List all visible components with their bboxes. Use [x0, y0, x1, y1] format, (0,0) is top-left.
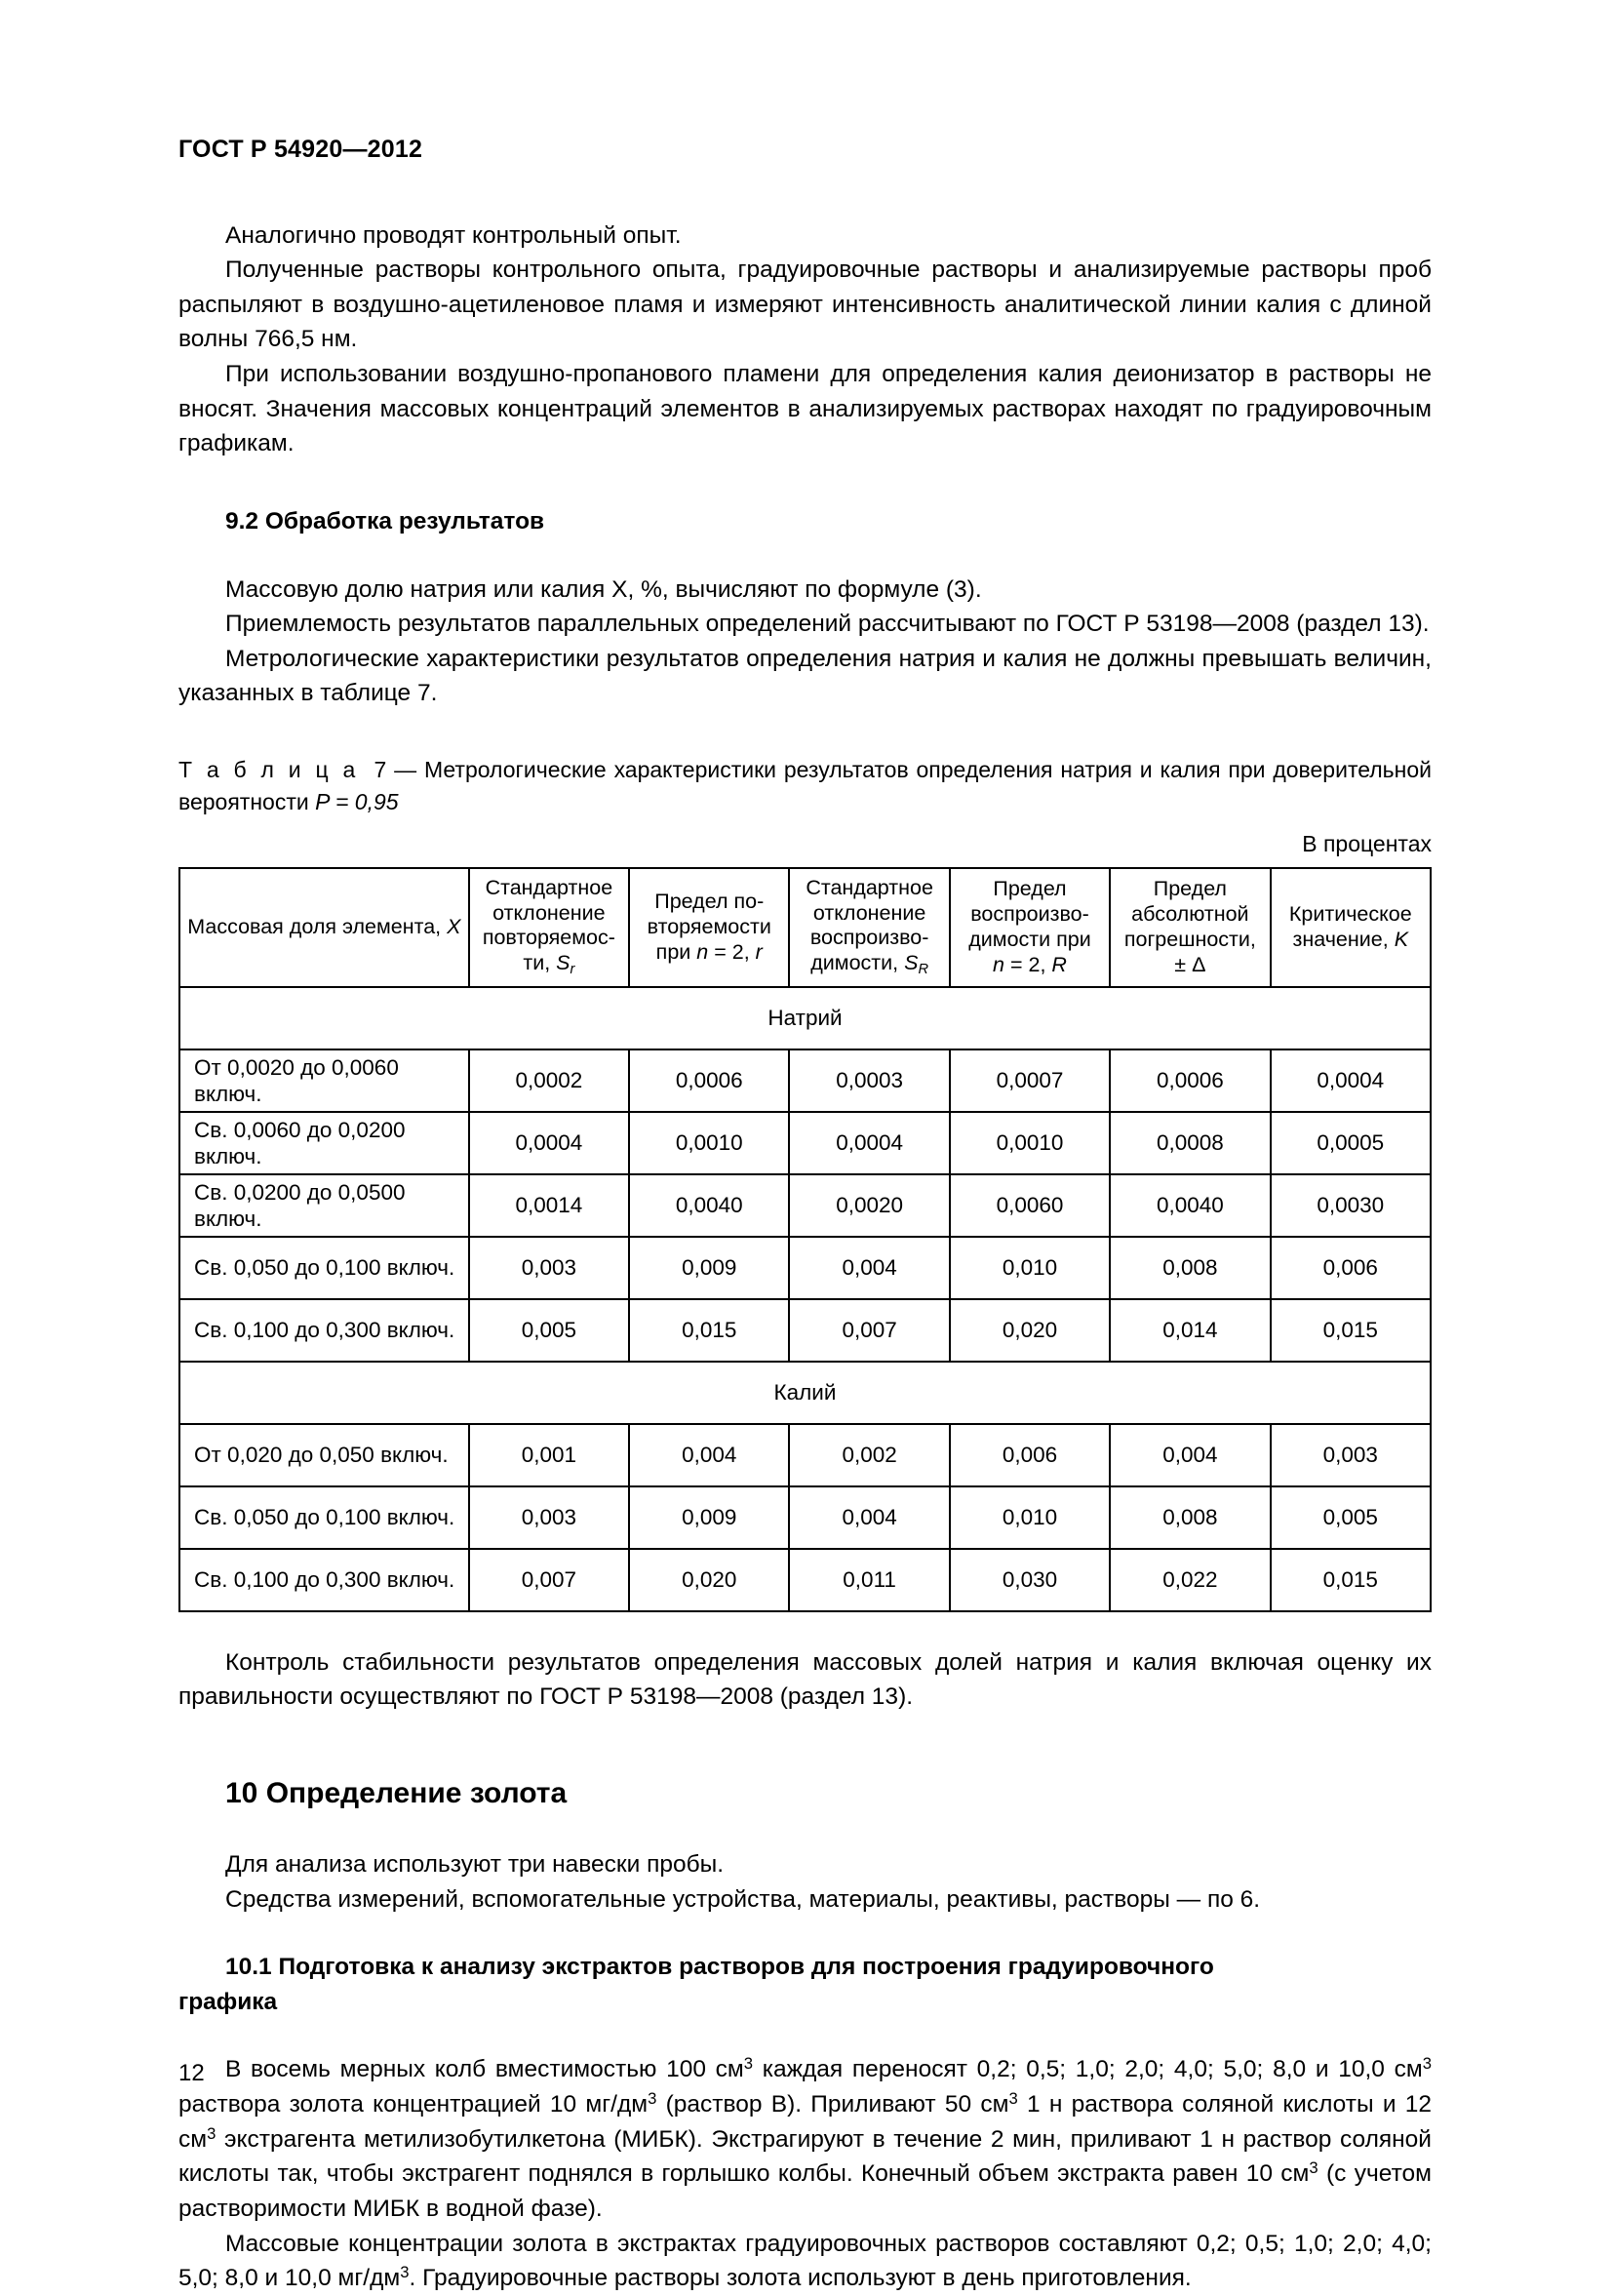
- cell-value: 0,005: [469, 1299, 629, 1362]
- table-row: [179, 1237, 1431, 1299]
- cell-value: 0,015: [1271, 1299, 1431, 1362]
- spacer: [178, 461, 1432, 504]
- cell-value: 0,008: [1110, 1486, 1270, 1549]
- spacer: [178, 1715, 1432, 1773]
- row-label: От 0,020 до 0,050 включ.: [179, 1424, 469, 1486]
- cell-value: 0,0006: [1110, 1049, 1270, 1112]
- table-row: [179, 1174, 1431, 1237]
- cell-value: 0,001: [469, 1424, 629, 1486]
- cell-value: 0,0060: [950, 1174, 1110, 1237]
- section-9-2-paragraph-1-text: Массовую долю натрия или калия X, %, вычисляют по формуле (3).: [225, 575, 982, 603]
- intro-paragraph-2: Полученные растворы контрольного опыта, градуировочные растворы и анализируемые растворы проб распыляют в воздушно-ацетиленовое пламя и измеряют интенсивность аналитической линии калия с длиной волны 766,5 нм.: [178, 257, 1432, 353]
- cell-value: 0,004: [1110, 1424, 1270, 1486]
- section-9-2-paragraph-3: Метрологические характеристики результатов определения натрия и калия не должны превышать величин, указанных в таблице 7.: [178, 645, 1432, 707]
- table-7-caption: [178, 754, 1432, 819]
- cell-value: 0,010: [950, 1237, 1110, 1299]
- cell-value: 0,009: [629, 1237, 789, 1299]
- table-caption-label: Т а б л и ц а: [178, 757, 359, 783]
- cell-value: 0,022: [1110, 1549, 1270, 1611]
- cell-value: 0,0007: [950, 1049, 1110, 1112]
- table-group-row-potassium: [179, 1362, 1431, 1424]
- heading-10-1: [178, 1950, 1432, 2019]
- heading-10-1-line-1: 10.1 Подготовка к анализу экстрактов растворов для построения градуировочного: [225, 1954, 1214, 1981]
- table-row: [179, 1424, 1431, 1486]
- spacer: [178, 711, 1432, 754]
- cell-value: 0,0004: [1271, 1049, 1431, 1112]
- cell-value: 0,003: [469, 1237, 629, 1299]
- cell-value: 0,0014: [469, 1174, 629, 1237]
- running-header-standard-id: ГОСТ Р 54920—2012: [178, 136, 423, 163]
- spacer: [178, 1917, 1432, 1950]
- table-row: [179, 1112, 1431, 1174]
- column-header-mass-fraction: Массовая доля элемента, X: [179, 868, 469, 987]
- section-9-2-paragraphs: [178, 573, 1432, 712]
- cell-value: 0,007: [469, 1549, 629, 1611]
- cell-value: 0,0010: [629, 1112, 789, 1174]
- cell-value: 0,0006: [629, 1049, 789, 1112]
- section-10-paragraph-2: Средства измерений, вспомогательные устройства, материалы, реактивы, растворы — по 6.: [225, 1885, 1261, 1913]
- section-10-1-paragraph-2: Массовые концентрации золота в экстрактах градуировочных растворов составляют 0,2; 0,5; 1,0; 2,0; 4,0; 5,0; 8,0 и 10,0 $мг/дм^3$. Градуировочные растворы золота используют в день приготовления.: [178, 2230, 1432, 2292]
- row-label: Св. 0,050 до 0,100 включ.: [179, 1237, 469, 1299]
- table-row: [179, 1549, 1431, 1611]
- section-9-2-paragraph-2: Приемлемость результатов параллельных определений рассчитывают по ГОСТ Р 53198—2008 (раздел 13).: [225, 611, 1430, 638]
- row-label: Св. 0,050 до 0,100 включ.: [179, 1486, 469, 1549]
- table-header: [179, 868, 1431, 987]
- column-header-repeatability-limit: Предел по- вторяемости при n = 2, r: [629, 868, 789, 987]
- heading-section-10: 10 Определение золота: [225, 1777, 568, 1810]
- table-caption-text-2: вероятности: [178, 789, 309, 815]
- table-header-row: [179, 868, 1431, 987]
- table-units-note: В процентах: [1302, 830, 1432, 856]
- intro-paragraph-1: Аналогично проводят контрольный опыт.: [225, 221, 682, 249]
- cell-value: 0,006: [950, 1424, 1110, 1486]
- table-group-row-sodium: [179, 987, 1431, 1049]
- column-header-absolute-error-limit: Предел абсолютной погрешности, ± Δ: [1110, 868, 1270, 987]
- cell-value: 0,0008: [1110, 1112, 1270, 1174]
- row-label: Св. 0,100 до 0,300 включ.: [179, 1549, 469, 1611]
- cell-value: 0,0030: [1271, 1174, 1431, 1237]
- spacer: [178, 539, 1432, 573]
- spacer: [178, 1814, 1432, 1847]
- cell-value: 0,0002: [469, 1049, 629, 1112]
- cell-value: 0,014: [1110, 1299, 1270, 1362]
- cell-value: 0,030: [950, 1549, 1110, 1611]
- cell-value: 0,003: [469, 1486, 629, 1549]
- after-table-paragraph: Контроль стабильности результатов определения массовых долей натрия и калия включая оценку их правильности осуществляют по ГОСТ Р 53198—2008 (раздел 13).: [178, 1648, 1432, 1711]
- table-caption-number: 7: [374, 757, 387, 783]
- cell-value: 0,010: [950, 1486, 1110, 1549]
- table-7-metrological-characteristics: [178, 867, 1432, 1612]
- cell-value: 0,020: [629, 1549, 789, 1611]
- cell-value: 0,0020: [789, 1174, 949, 1237]
- heading-9-2: 9.2 Обработка результатов: [225, 507, 545, 534]
- page-content: [178, 137, 1432, 2296]
- page-number: 12: [178, 2060, 205, 2086]
- cell-value: 0,004: [629, 1424, 789, 1486]
- intro-paragraphs: [178, 218, 1432, 461]
- cell-value: 0,015: [629, 1299, 789, 1362]
- cell-value: 0,009: [629, 1486, 789, 1549]
- cell-value: 0,015: [1271, 1549, 1431, 1611]
- table-row: [179, 1049, 1431, 1112]
- cell-value: 0,0003: [789, 1049, 949, 1112]
- row-label: Св. 0,0060 до 0,0200 включ.: [179, 1112, 469, 1174]
- cell-value: 0,004: [789, 1486, 949, 1549]
- column-header-critical-value: Критическое значение, K: [1271, 868, 1431, 987]
- table-caption-probability: P = 0,95: [315, 789, 399, 815]
- column-header-std-dev-reproducibility: Стандартное отклонение воспроизво- димости, $S_R$: [789, 868, 949, 987]
- cell-value: 0,004: [789, 1237, 949, 1299]
- cell-value: 0,003: [1271, 1424, 1431, 1486]
- spacer: [178, 1612, 1432, 1645]
- table-row: [179, 1299, 1431, 1362]
- section-9-2-paragraph-1: [178, 573, 1432, 608]
- table-caption-text: Метрологические характеристики результатов определения натрия и калия при доверительной: [423, 757, 1432, 783]
- intro-paragraph-3: При использовании воздушно-пропанового пламени для определения калия деионизатор в растворы не вносят. Значения массовых концентраций элементов в анализируемых растворах находят по градуировочным графикам.: [178, 361, 1432, 457]
- table-body: [179, 987, 1431, 1611]
- table-row: [179, 1486, 1431, 1549]
- section-10-1-paragraph-1: В восемь мерных колб вместимостью 100 $см^3$ каждая переносят 0,2; 0,5; 1,0; 2,0; 4,0; 5,0; 8,0 и 10,0 $см^3$ раствора золота концентрацией 10 $мг/дм^3$ (раствор В). Приливают 50 $см^3$ 1 н раствора соляной кислоты и 12 $см^3$ экстрагента метилизобутилкетона (МИБК). Экстрагируют в течение 2 мин, приливают 1 н раствор соляной кислоты так, чтобы экстрагент поднялся в горлышко колбы. Конечный объем экстракта равен 10 $см^3$ (с учетом растворимости МИБК в водной фазе).: [178, 2054, 1432, 2222]
- cell-value: 0,0004: [789, 1112, 949, 1174]
- cell-value: 0,002: [789, 1424, 949, 1486]
- cell-value: 0,005: [1271, 1486, 1431, 1549]
- column-header-reproducibility-limit: Предел воспроизво- димости при n = 2, R: [950, 868, 1110, 987]
- cell-value: 0,011: [789, 1549, 949, 1611]
- cell-value: 0,008: [1110, 1237, 1270, 1299]
- row-label: Св. 0,100 до 0,300 включ.: [179, 1299, 469, 1362]
- cell-value: 0,006: [1271, 1237, 1431, 1299]
- row-label: Св. 0,0200 до 0,0500 включ.: [179, 1174, 469, 1237]
- column-header-std-dev-repeatability: Стандартное отклонение повторяемос- ти, $S_r$: [469, 868, 629, 987]
- heading-10-1-line-2: графика: [178, 1988, 278, 2015]
- group-label-sodium: Натрий: [179, 987, 1431, 1049]
- cell-value: 0,0004: [469, 1112, 629, 1174]
- spacer: [178, 2019, 1432, 2052]
- section-10-paragraph-1: Для анализа используют три навески пробы.: [225, 1851, 725, 1879]
- group-label-potassium: Калий: [179, 1362, 1431, 1424]
- cell-value: 0,007: [789, 1299, 949, 1362]
- cell-value: 0,0010: [950, 1112, 1110, 1174]
- table-caption-dash: —: [394, 757, 417, 783]
- cell-value: 0,0005: [1271, 1112, 1431, 1174]
- cell-value: 0,0040: [629, 1174, 789, 1237]
- row-label: От 0,0020 до 0,0060 включ.: [179, 1049, 469, 1112]
- cell-value: 0,020: [950, 1299, 1110, 1362]
- cell-value: 0,0040: [1110, 1174, 1270, 1237]
